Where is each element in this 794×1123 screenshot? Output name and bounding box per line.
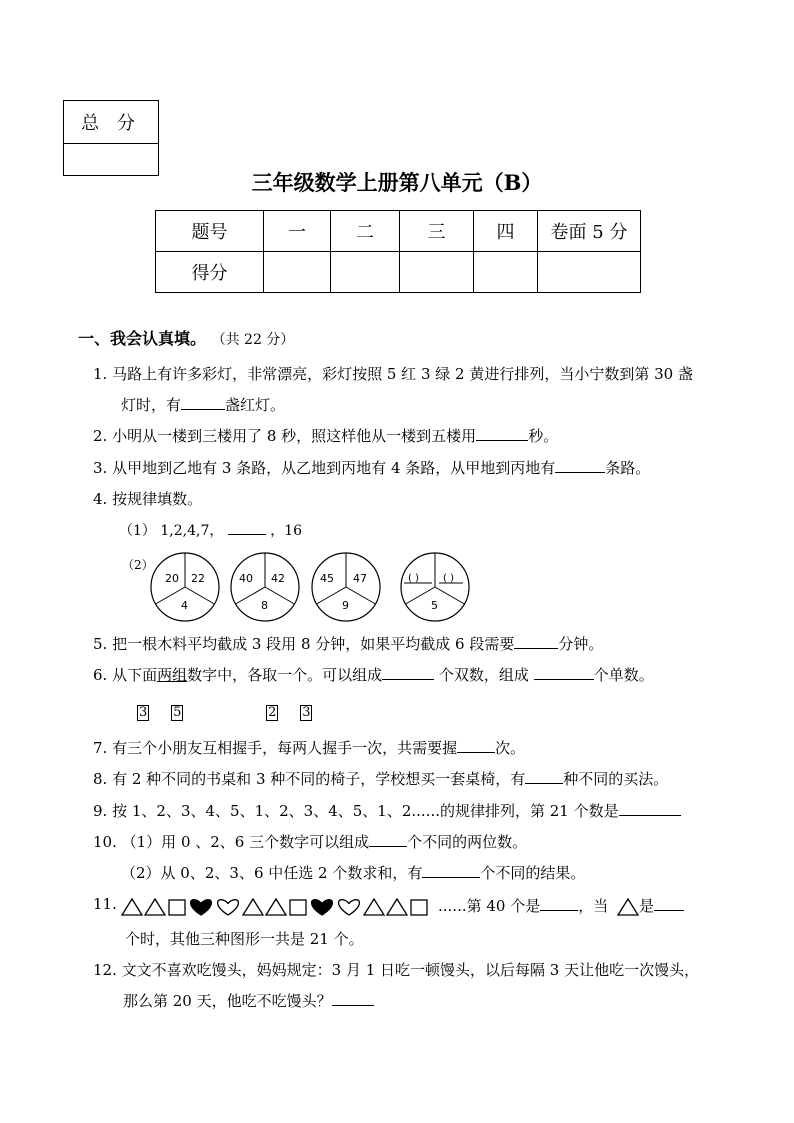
answer-blank[interactable] (540, 896, 578, 911)
table-header-cell: 四 (474, 211, 538, 252)
table-header-cell: 题号 (156, 211, 264, 252)
heart-outline-icon (218, 900, 239, 915)
answer-blank[interactable] (332, 991, 374, 1006)
question-number: 12. (93, 961, 117, 979)
question-text: （2）从 0、2、3、6 中任选 2 个数求和，有 (121, 864, 423, 882)
question-text: 个不同的两位数。 (407, 833, 528, 851)
question-1 (93, 363, 693, 384)
question-text: 种不同的买法。 (563, 770, 669, 788)
circle-value: 47 (353, 572, 367, 585)
heart-filled-icon (312, 900, 333, 915)
question-text: 灯时，有 (121, 396, 182, 414)
part-label: （2） (122, 558, 154, 572)
question-10 (93, 831, 527, 852)
triangle-icon (387, 899, 407, 915)
circle-value: 22 (191, 572, 205, 585)
answer-blank[interactable] (525, 769, 563, 784)
score-cell[interactable] (538, 252, 641, 293)
question-8 (93, 768, 668, 789)
triangle-icon (266, 899, 286, 915)
total-score-box (63, 100, 159, 176)
question-number: 2. (93, 427, 108, 445)
question-2 (93, 425, 558, 446)
question-text: 马路上有许多彩灯，非常漂亮，彩灯按照 5 红 3 绿 2 黄进行排列，当小宁数到第 30 盏 (112, 365, 693, 383)
answer-blank[interactable] (382, 665, 434, 680)
circle-value: 42 (271, 572, 285, 585)
sequence-end: ，16 (270, 523, 303, 539)
question-text: 秒。 (528, 427, 559, 445)
question-4 (93, 488, 202, 509)
circle-value: 4 (181, 599, 188, 612)
question-12-cont (123, 990, 374, 1011)
circle-4 (401, 553, 469, 621)
question-number: 3. (93, 459, 108, 477)
answer-blank[interactable] (534, 665, 594, 680)
circle-2 (231, 553, 299, 621)
question-number: 7. (93, 739, 108, 757)
answer-blank[interactable] (514, 634, 558, 649)
question-number: 8. (93, 770, 108, 788)
answer-blank[interactable] (228, 520, 266, 535)
question-5 (93, 633, 603, 654)
part-label: （1） (119, 523, 156, 539)
question-text: （1）用 0 、2、6 三个数字可以组成 (121, 833, 370, 851)
circle-value: 5 (431, 599, 438, 612)
triangle-icon (145, 899, 165, 915)
question-text: 把一根木料平均截成 3 段用 8 分钟，如果平均截成 6 段需要 (112, 635, 515, 653)
question-text: 个双数，组成 (438, 666, 529, 684)
question-text: 分钟。 (558, 635, 604, 653)
score-cell[interactable] (331, 252, 400, 293)
digit-card: 5 (173, 705, 182, 720)
question-text: 个单数。 (593, 666, 654, 684)
answer-blank[interactable] (369, 832, 407, 847)
question-text: 个时，其他三种图形一共是 21 个。 (125, 930, 364, 948)
answer-blank[interactable] (476, 426, 528, 441)
circle-value: 20 (165, 572, 179, 585)
answer-blank[interactable] (457, 738, 495, 753)
question-number: 1. (93, 365, 108, 383)
question-text: 按规律填数。 (112, 490, 203, 508)
answer-blank[interactable] (555, 458, 605, 473)
question-10-part2 (121, 862, 585, 883)
circle-blank[interactable]: ( ) (443, 573, 454, 584)
section-points: （共 22 分） (211, 332, 295, 348)
square-icon (411, 900, 427, 915)
question-7 (93, 737, 525, 758)
page-title: 三年级数学上册第八单元（B） (251, 170, 543, 195)
question-text: 那么第 20 天，他吃不吃馒头？ (123, 992, 332, 1010)
question-number: 11. (93, 895, 117, 913)
question-text: 从下面 (112, 666, 158, 684)
shape-pattern (121, 896, 433, 918)
answer-blank[interactable] (422, 863, 480, 878)
question-number: 6. (93, 666, 108, 684)
total-score-label: 总 分 (64, 101, 158, 144)
sequence: 1,2,4,7， (160, 523, 224, 539)
square-icon (290, 900, 306, 915)
question-text: 是 (639, 897, 655, 915)
question-text: 个不同的结果。 (480, 864, 586, 882)
triangle-icon (617, 898, 639, 916)
circle-value: 9 (342, 599, 349, 612)
question-text: 有三个小朋友互相握手，每两人握手一次，共需要握 (112, 739, 458, 757)
question-text: 从甲地到乙地有 3 条路，从乙地到丙地有 4 条路，从甲地到丙地有 (112, 459, 556, 477)
heart-outline-icon (339, 900, 360, 915)
number-circles (150, 552, 475, 622)
answer-blank[interactable] (654, 896, 684, 911)
question-12 (93, 959, 699, 980)
table-row-label: 得分 (156, 252, 264, 293)
question-text: 按 1、2、3、4、5、1、2、3、4、5、1、2......的规律排列，第 21 个数是 (112, 802, 619, 820)
circle-value: 8 (261, 599, 268, 612)
question-text: 小明从一楼到三楼用了 8 秒，照这样他从一楼到五楼用 (112, 427, 477, 445)
table-header-cell: 一 (264, 211, 331, 252)
question-number: 10. (93, 833, 117, 851)
question-text: 两组 (157, 666, 188, 684)
score-cell[interactable] (400, 252, 474, 293)
score-table (155, 210, 641, 293)
question-text: 条路。 (605, 459, 651, 477)
digit-card: 3 (302, 705, 311, 720)
question-4-part1 (119, 520, 302, 540)
circle-1 (151, 553, 219, 621)
answer-blank[interactable] (181, 395, 225, 410)
table-header-cell: 二 (331, 211, 400, 252)
digit-card: 3 (139, 705, 148, 720)
question-6 (93, 664, 654, 685)
question-number: 5. (93, 635, 108, 653)
digit-groups (137, 702, 312, 721)
question-3 (93, 457, 650, 478)
question-text: ......第 40 个是 (438, 897, 541, 915)
circle-blank[interactable]: ( ) (408, 573, 419, 584)
heart-filled-icon (191, 900, 212, 915)
question-number: 9. (93, 802, 108, 820)
question-text: 数字中，各取一个。可以组成 (187, 666, 383, 684)
triangle-icon (122, 899, 142, 915)
table-header-cell: 三 (400, 211, 474, 252)
circle-value: 45 (320, 572, 334, 585)
question-1-cont (121, 394, 285, 415)
answer-blank[interactable] (619, 801, 681, 816)
question-text: ，当 (578, 897, 609, 915)
triangle-icon (364, 899, 384, 915)
triangle-icon (243, 899, 263, 915)
question-11-text (438, 895, 684, 916)
question-text: 盏红灯。 (225, 396, 286, 414)
circle-3 (312, 553, 380, 621)
section-title: 一、我会认真填。 (78, 329, 207, 348)
circle-value: 40 (239, 572, 253, 585)
question-text: 次。 (495, 739, 526, 757)
question-number: 4. (93, 490, 108, 508)
section-heading (78, 326, 294, 349)
table-header-cell: 卷面 5 分 (538, 211, 641, 252)
question-9 (93, 800, 681, 821)
square-icon (169, 900, 185, 915)
score-cell[interactable] (474, 252, 538, 293)
question-11 (93, 895, 117, 913)
digit-card: 2 (268, 705, 277, 720)
question-11-cont (125, 928, 364, 949)
question-text: 有 2 种不同的书桌和 3 种不同的椅子，学校想买一套桌椅，有 (112, 770, 526, 788)
score-cell[interactable] (264, 252, 331, 293)
question-text: 文文不喜欢吃馒头，妈妈规定：3 月 1 日吃一顿馒头，以后每隔 3 天让他吃一次馒头， (121, 961, 700, 979)
